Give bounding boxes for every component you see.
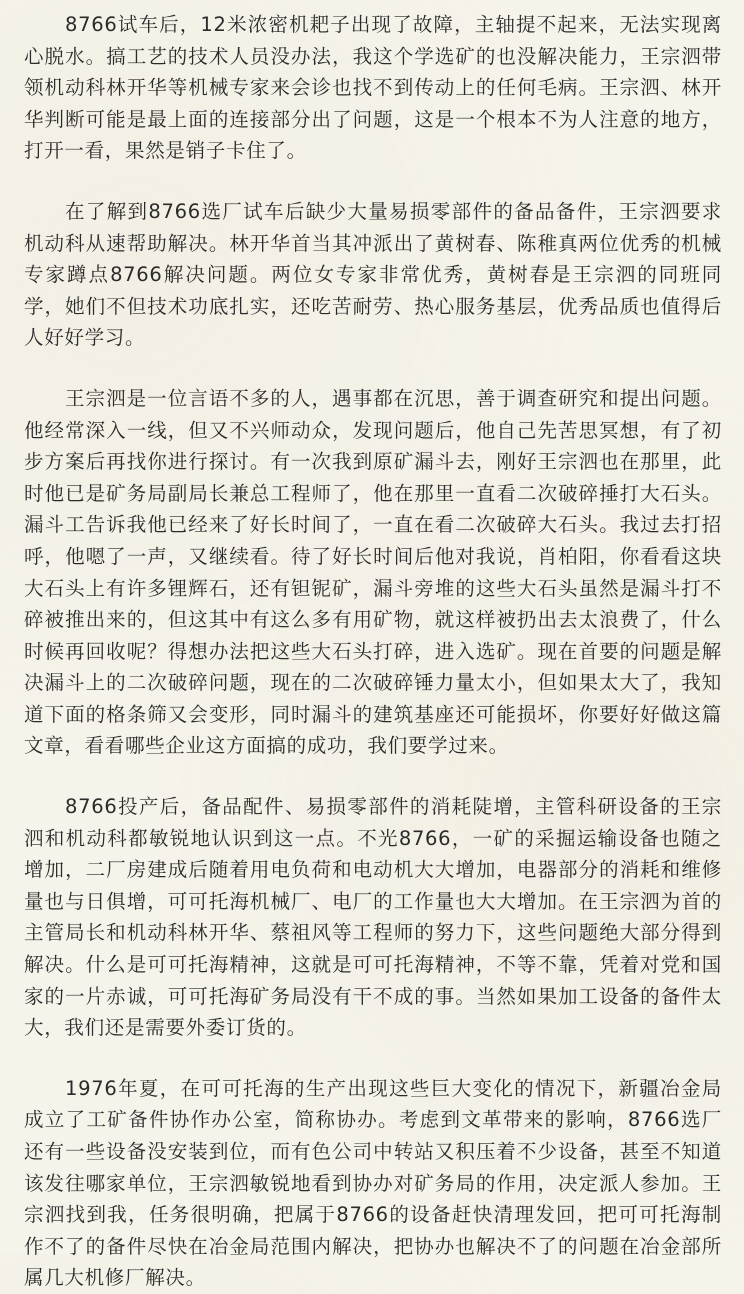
paragraph-1: 8766试车后，12米浓密机耙子出现了故障，主轴提不起来，无法实现离心脱水。搞工艺的技术人员没办法，我这个学选矿的也没解决能力，王宗泗带领机动科林开华等机械专家来会诊也找不到传动上的任何毛病。王宗泗、林开华判断可能是最上面的连接部分出了问题，这是一个根本不为人注意的地方，打开一看，果然是销子卡住了。	[24, 13, 722, 163]
paragraph-4: 8766投产后，备品配件、易损零部件的消耗陡增，主管科研设备的王宗泗和机动科都敏锐地认识到这一点。不光8766，一矿的采掘运输设备也随之增加，二厂房建成后随着用电负荷和电动机大大增加，电器部分的消耗和维修量也与日俱增，可可托海机械厂、电厂的工作量也大大增加。在王宗泗为首的主管局长和机动科林开华、蔡祖风等工程师的努力下，这些问题绝大部分得到解决。什么是可可托海精神，这就是可可托海精神，不等不靠，凭着对党和国家的一片赤诚，可可托海矿务局没有干不成的事。当然如果加工设备的备件太大，我们还是需要外委订货的。	[24, 795, 722, 1040]
paragraph-3: 王宗泗是一位言语不多的人，遇事都在沉思，善于调查研究和提出问题。他经常深入一线，但又不兴师动众，发现问题后，他自己先苦思冥想，有了初步方案后再找你进行探讨。有一次我到原矿漏斗去，刚好王宗泗也在那里，此时他已是矿务局副局长兼总工程师了，他在那里一直看二次破碎捶打大石头。漏斗工告诉我他已经来了好长时间了，一直在看二次破碎大石头。我过去打招呼，他嗯了一声，又继续看。待了好长时间后他对我说，肖柏阳，你看看这块大石头上有许多锂辉石，还有钽铌矿，漏斗旁堆的这些大石头虽然是漏斗打不碎被推出来的，但这其中有这么多有用矿物，就这样被扔出去太浪费了，什么时候再回收呢？得想办法把这些大石头打碎，进入选矿。现在首要的问题是解决漏斗上的二次破碎问题，现在的二次破碎锤力量太小，但如果太大了，我知道下面的格条筛又会变形，同时漏斗的建筑基座还可能损坏，你要好好做这篇文章，看看哪些企业这方面搞的成功，我们要学过来。	[24, 386, 722, 758]
paragraph-2: 在了解到8766选厂试车后缺少大量易损零部件的备品备件，王宗泗要求机动科从速帮助解决。林开华首当其冲派出了黄树春、陈稚真两位优秀的机械专家蹲点8766解决问题。两位女专家非常优秀，黄树春是王宗泗的同班同学，她们不但技术功底扎实，还吃苦耐劳、热心服务基层，优秀品质也值得后人好好学习。	[24, 199, 722, 350]
paragraph-5: 1976年夏，在可可托海的生产出现这些巨大变化的情况下，新疆冶金局成立了工矿备件协作办公室，简称协办。考虑到文革带来的影响，8766选厂还有一些设备没安装到位，而有色公司中转站又积压着不少设备，甚至不知道该发往哪家单位，王宗泗敏锐地看到协办对矿务局的作用，决定派人参加。王宗泗找到我，任务很明确，把属于8766的设备赶快清理发回，把可可托海制作不了的备件尽快在冶金局范围内解决，把协办也解决不了的问题在冶金部所属几大机修厂解决。	[24, 1076, 722, 1290]
